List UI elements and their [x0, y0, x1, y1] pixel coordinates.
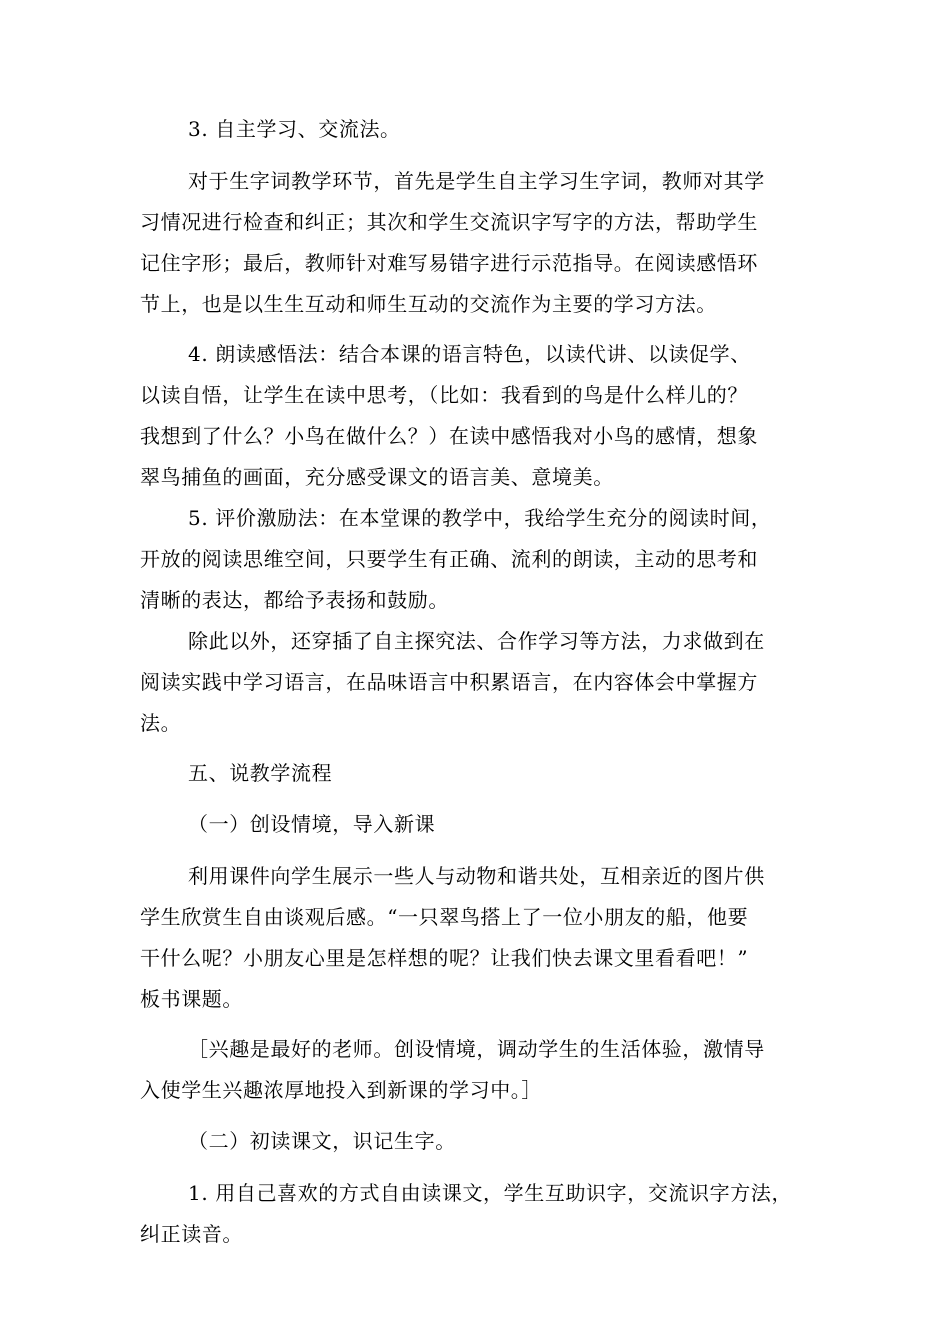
text-line: 对于生字词教学环节，首先是学生自主学习生字词，教师对其学 — [188, 169, 765, 193]
text-line: 开放的阅读思维空间，只要学生有正确、流利的朗读，主动的思考和 — [140, 547, 758, 571]
text-line: 清晰的表达，都给予表扬和鼓励。 — [140, 588, 449, 612]
text-line: 纠正读音。 — [140, 1222, 243, 1246]
text-line: 记住字形；最后，教师针对难写易错字进行示范指导。在阅读感悟环 — [140, 251, 758, 275]
text-line: 以读自悟，让学生在读中思考，（比如：我看到的鸟是什么样儿的？ — [140, 383, 748, 407]
text-line: 利用课件向学生展示一些人与动物和谐共处，互相亲近的图片供 — [188, 864, 765, 888]
text-line: 学生欣赏生自由谈观后感。“一只翠鸟搭上了一位小朋友的船，他要 — [140, 905, 749, 929]
text-line: 入使学生兴趣浓厚地投入到新课的学习中。］ — [140, 1078, 542, 1102]
text-line: 4. 朗读感悟法：结合本课的语言特色，以读代讲、以读促学、 — [188, 342, 751, 366]
text-line: 板书课题。 — [140, 987, 243, 1011]
text-line: 阅读实践中学习语言，在品味语言中积累语言，在内容体会中掌握方 — [140, 670, 758, 694]
text-line: 干什么呢？小朋友心里是怎样想的呢？让我们快去课文里看看吧！” — [140, 946, 749, 970]
text-line: 5. 评价激励法：在本堂课的教学中，我给学生充分的阅读时间， — [188, 506, 772, 530]
text-line: 翠鸟捕鱼的画面，充分感受课文的语言美、意境美。 — [140, 465, 614, 489]
text-line: ［兴趣是最好的老师。创设情境，调动学生的生活体验，激情导 — [188, 1037, 765, 1061]
section-heading: 五、说教学流程 — [188, 761, 333, 785]
text-line: 除此以外，还穿插了自主探究法、合作学习等方法，力求做到在 — [188, 629, 765, 653]
text-line: 3. 自主学习、交流法。 — [188, 117, 401, 141]
text-line: 1. 用自己喜欢的方式自由读课文，学生互助识字，交流识字方法， — [188, 1181, 793, 1205]
text-line: 节上，也是以生生互动和师生互动的交流作为主要的学习方法。 — [140, 292, 717, 316]
subsection-heading: （二）初读课文，识记生字。 — [188, 1129, 456, 1153]
text-line: 法。 — [140, 711, 182, 735]
text-line: 习情况进行检查和纠正；其次和学生交流识字写字的方法，帮助学生 — [140, 210, 758, 234]
subsection-heading: （一）创设情境，导入新课 — [188, 812, 436, 836]
text-line: 我想到了什么？小鸟在做什么？）在读中感悟我对小鸟的感情，想象 — [140, 424, 758, 448]
